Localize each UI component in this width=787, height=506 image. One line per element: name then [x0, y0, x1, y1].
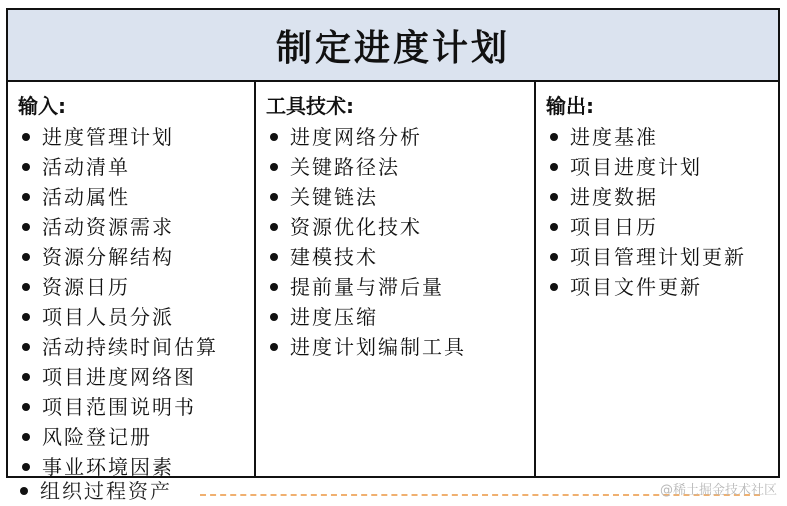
list-item: 进度压缩: [266, 302, 534, 332]
list-item: 进度计划编制工具: [266, 332, 534, 362]
list-item: 活动持续时间估算: [18, 332, 254, 362]
list-item: 进度管理计划: [18, 122, 254, 152]
bullet-icon: [22, 193, 30, 201]
bullet-icon: [550, 283, 558, 291]
bullet-icon: [550, 223, 558, 231]
outputs-column: [536, 82, 778, 476]
bullet-icon: [550, 193, 558, 201]
watermark: @稀土掘金技术社区: [659, 483, 777, 498]
bullet-icon: [270, 193, 278, 201]
inputs-list: [18, 122, 254, 482]
list-item: 活动清单: [18, 152, 254, 182]
bullet-icon: [550, 253, 558, 261]
bullet-icon: [22, 463, 30, 471]
bullet-icon: [270, 163, 278, 171]
column-heading: 输入:: [18, 94, 66, 118]
list-item: 项目日历: [546, 212, 778, 242]
bullet-icon: [20, 487, 28, 495]
list-item: 资源分解结构: [18, 242, 254, 272]
inputs-column: [8, 82, 256, 479]
bullet-icon: [270, 283, 278, 291]
bullet-icon: [22, 223, 30, 231]
list-item: 提前量与滞后量: [266, 272, 534, 302]
title-bar: [8, 10, 778, 82]
bullet-icon: [270, 223, 278, 231]
list-item: 项目进度计划: [546, 152, 778, 182]
bullet-icon: [22, 313, 30, 321]
column-heading: 工具技术:: [266, 94, 354, 118]
bullet-icon: [270, 343, 278, 351]
page-title: 制定进度计划: [275, 27, 510, 69]
list-item: 资源优化技术: [266, 212, 534, 242]
list-item: 项目范围说明书: [18, 392, 254, 422]
list-item-overflow: 组织过程资产: [16, 476, 172, 506]
tools-column: [256, 82, 536, 476]
bullet-icon: [270, 133, 278, 141]
bullet-icon: [550, 133, 558, 141]
list-item: 关键路径法: [266, 152, 534, 182]
list-item: 项目人员分派: [18, 302, 254, 332]
bullet-icon: [550, 163, 558, 171]
bullet-icon: [22, 253, 30, 261]
outputs-list: [546, 122, 778, 302]
tools-list: [266, 122, 534, 362]
process-table: [6, 8, 780, 478]
bullet-icon: [22, 403, 30, 411]
list-item: 进度数据: [546, 182, 778, 212]
column-heading: 输出:: [546, 94, 594, 118]
list-item: 进度基准: [546, 122, 778, 152]
list-item: 资源日历: [18, 272, 254, 302]
bullet-icon: [22, 343, 30, 351]
list-item: 项目进度网络图: [18, 362, 254, 392]
list-item: 项目文件更新: [546, 272, 778, 302]
list-item: 事业环境因素: [18, 452, 254, 482]
list-item: 项目管理计划更新: [546, 242, 778, 272]
list-item: 风险登记册: [18, 422, 254, 452]
bullet-icon: [22, 373, 30, 381]
list-item: 建模技术: [266, 242, 534, 272]
bullet-icon: [22, 133, 30, 141]
list-item: 活动属性: [18, 182, 254, 212]
list-item: 活动资源需求: [18, 212, 254, 242]
bullet-icon: [22, 433, 30, 441]
list-item: 关键链法: [266, 182, 534, 212]
bullet-icon: [270, 313, 278, 321]
list-item: 进度网络分析: [266, 122, 534, 152]
bullet-icon: [22, 283, 30, 291]
bullet-icon: [22, 163, 30, 171]
bullet-icon: [270, 253, 278, 261]
